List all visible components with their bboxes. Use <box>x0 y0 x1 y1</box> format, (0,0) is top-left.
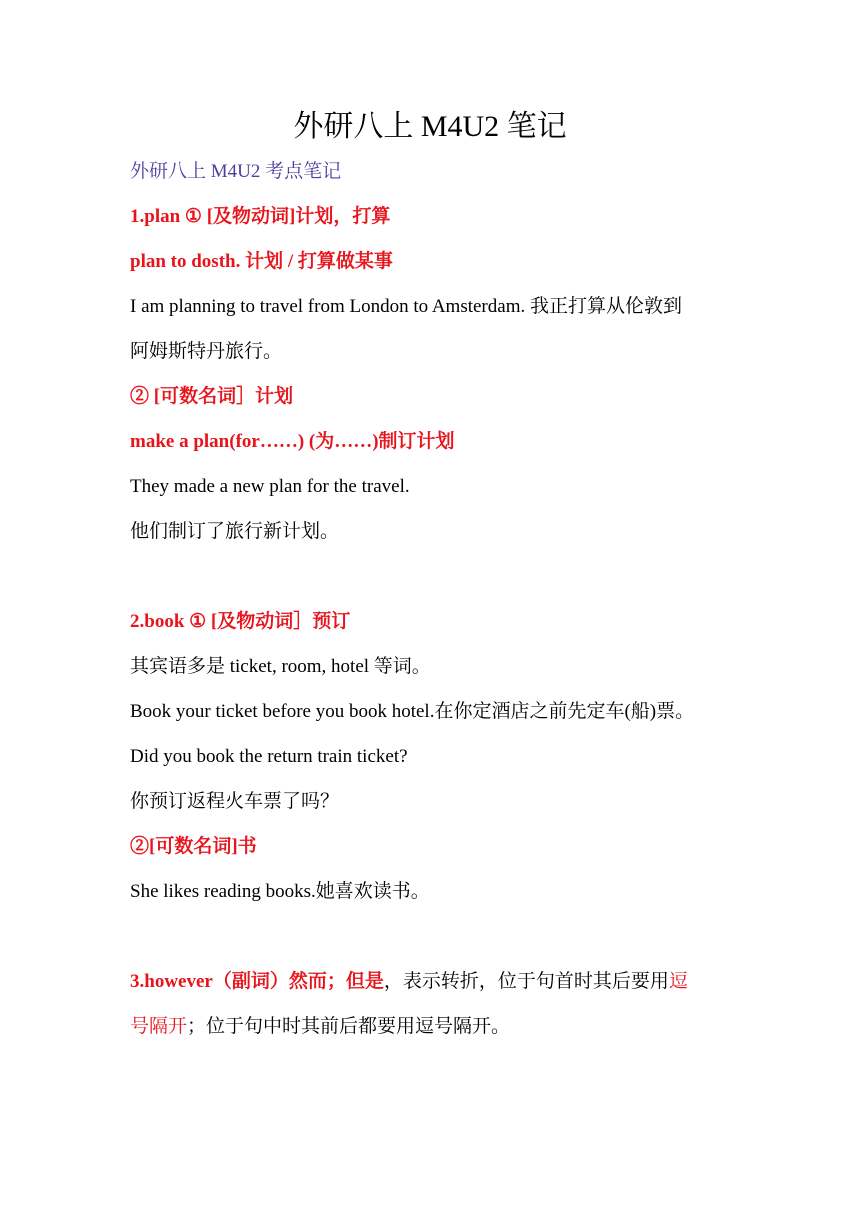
however-text-2: ；位于句中时其前后都要用逗号隔开。 <box>187 1016 511 1037</box>
subtitle: 外研八上 M4U2 考点笔记 <box>130 161 342 182</box>
however-heading: 3.however（副词）然而；但是 <box>130 971 384 992</box>
plan-noun-heading: ② [可数名词］计划 <box>130 386 294 407</box>
plan-example-1-line-2: 阿姆斯特丹旅行。 <box>130 341 283 362</box>
however-red-1: 逗 <box>668 971 688 992</box>
book-example-1: Book your ticket before you book hotel.在你定酒店之前先定车(船)票。 <box>130 701 695 722</box>
plan-phrase: plan to dosth. 计划 / 打算做某事 <box>130 251 393 272</box>
however-text-1: ，表示转折，位于句首时其后要用 <box>383 971 669 992</box>
however-red-2: 号隔开 <box>130 1016 188 1037</box>
book-noun-heading: ②[可数名词]书 <box>130 836 257 857</box>
plan-heading: 1.plan ① [及物动词]计划，打算 <box>130 206 391 227</box>
plan-noun-phrase: make a plan(for……) (为……)制订计划 <box>130 431 455 452</box>
book-example-2-english: Did you book the return train ticket? <box>130 746 408 767</box>
page-title: 外研八上 M4U2 笔记 <box>293 110 567 143</box>
plan-example-2-english: They made a new plan for the travel. <box>130 476 410 497</box>
book-example-2-chinese: 你预订返程火车票了吗？ <box>130 791 340 812</box>
however-line-2 <box>130 1012 510 1042</box>
book-note: 其宾语多是 ticket, room, hotel 等词。 <box>130 656 431 677</box>
however-line-1 <box>130 967 688 997</box>
plan-example-2-chinese: 他们制订了旅行新计划。 <box>130 521 340 542</box>
book-example-3: She likes reading books.她喜欢读书。 <box>130 881 430 902</box>
book-heading: 2.book ① [及物动词］预订 <box>130 611 351 632</box>
plan-example-1-line-1: I am planning to travel from London to Amsterdam. 我正打算从伦敦到 <box>130 296 682 317</box>
